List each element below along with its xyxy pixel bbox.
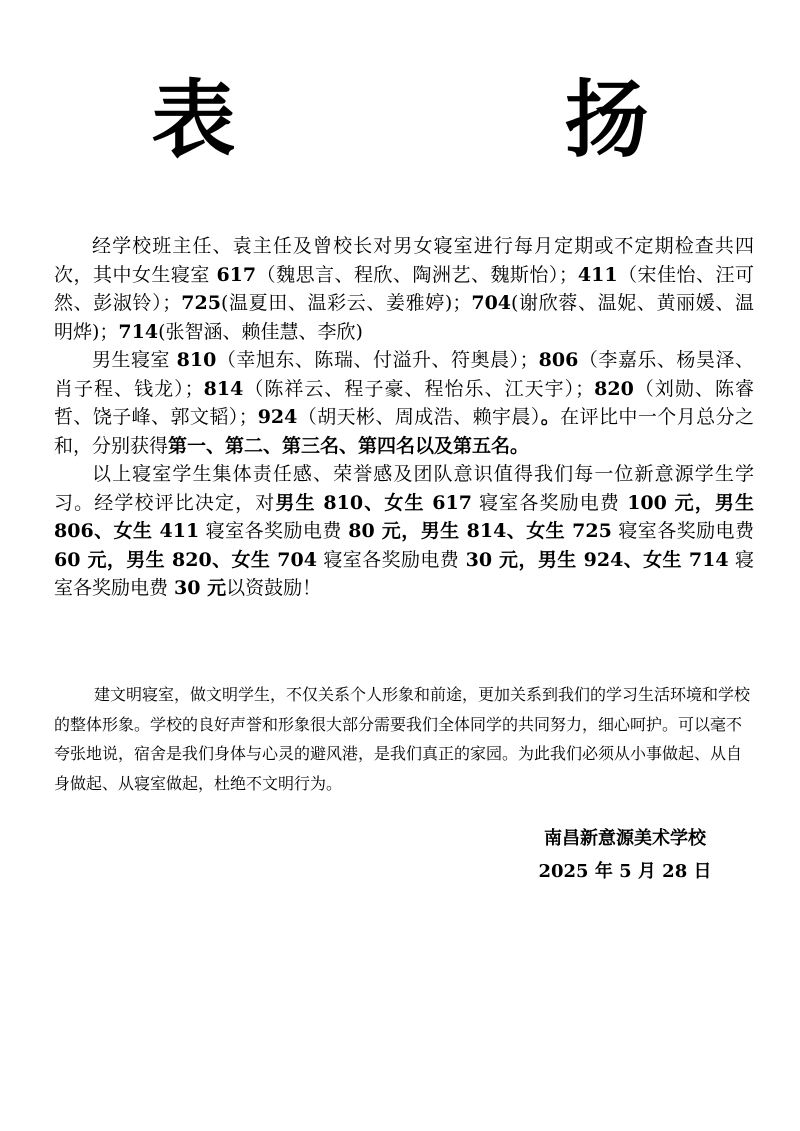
text-run: (张智涵、赖佳慧、李欣) — [158, 320, 363, 343]
bold-text-run: 100 元，男生 806、女生 411 — [54, 491, 754, 542]
text-run: （李嘉乐、杨昊泽、肖子程、钱龙）； — [54, 349, 754, 400]
bold-text-run: 80 元，男生 814、女生 725 — [348, 520, 612, 542]
text-run: （刘勋、陈睿哲、饶子峰、郭文韬）； — [54, 377, 754, 428]
issue-date: 2025 年 5 月 28 日 — [538, 861, 712, 882]
bold-text-run: 。 — [540, 406, 561, 428]
text-run: （幸旭东、陈瑞、付溢升、符奥晨）； — [216, 349, 539, 371]
text-run: (温夏田、温彩云、姜雅婷)； — [220, 292, 472, 314]
paragraph-girls-dorms — [54, 232, 754, 346]
bold-text-run: 810 — [176, 349, 217, 371]
bold-text-run: 924 — [257, 406, 298, 428]
text-run: 寝室各奖励电费 — [316, 548, 466, 571]
bold-text-run: 30 元 — [174, 577, 227, 599]
bold-text-run: 806 — [538, 349, 579, 371]
text-run: 在评比中一个月总分之和，分别获得 — [54, 406, 754, 457]
bold-text-run: 814 — [203, 377, 244, 400]
bold-text-run: 820 — [594, 377, 634, 400]
bold-text-run: 男生 810、女生 617 — [275, 491, 472, 514]
closing-paragraph: 建文明寝室，做文明学生，不仅关系个人形象和前途，更加关系到我们的学习生活环境和学校的整体形象。学校的良好声誉和形象很大部分需要我们全体同学的共同努力，细心呵护。可以毫不夸张地说，宿舍是我们身体与心灵的避风港，是我们真正的家园。为此我们必须从小事做起、从自身做起、从寝室做起，杜绝不文明行为。 — [54, 685, 751, 793]
closing-section — [54, 680, 754, 798]
signature-block — [510, 822, 740, 888]
text-run: 寝室各奖励电费 — [611, 520, 754, 542]
bold-text-run: 60 元，男生 820、女生 704 — [54, 548, 317, 571]
paragraph-boys-dorms — [54, 346, 754, 460]
bold-text-run: 30 元，男生 924、女生 714 — [465, 548, 729, 571]
text-run: 以资鼓励！ — [226, 577, 322, 599]
bold-text-run: 725 — [181, 292, 221, 314]
text-run: （陈祥云、程子豪、程怡乐、江天宇）； — [243, 377, 595, 400]
school-name: 南昌新意源美术学校 — [544, 828, 706, 849]
text-run: 男生寝室 — [92, 349, 177, 371]
text-run: （魏思言、程欣、陶洲艺、魏斯怡）； — [256, 263, 578, 286]
bold-text-run: 617 — [216, 263, 257, 286]
bold-text-run: 704 — [471, 292, 512, 314]
text-run: （宋佳怡、汪可然、彭淑铃）； — [54, 263, 754, 314]
text-run: 寝室各奖励电费 — [54, 548, 754, 599]
commendation-body — [54, 232, 754, 603]
bold-text-run: 第一、第二、第三名、第四名以及第五名。 — [168, 434, 530, 457]
text-run: 寝室各奖励电费 — [199, 520, 349, 542]
paragraph-rewards — [54, 460, 754, 603]
text-run: 以上寝室学生集体责任感、荣誉感及团队意识值得我们每一位新意源学生学习。经学校评比决定，对 — [54, 463, 754, 514]
page-title: 表 扬 — [151, 71, 799, 169]
bold-text-run: 411 — [577, 263, 618, 286]
text-run: 经学校班主任、袁主任及曾校长对男女寝室进行每月定期或不定期检查共四次，其中女生寝室 — [54, 235, 754, 286]
bold-text-run: 714 — [118, 320, 159, 343]
text-run: (谢欣蓉、温妮、黄丽媛、温明烨)； — [54, 292, 754, 343]
text-run: 寝室各奖励电费 — [471, 491, 628, 514]
text-run: （胡天彬、周成浩、赖宇晨） — [297, 406, 541, 428]
